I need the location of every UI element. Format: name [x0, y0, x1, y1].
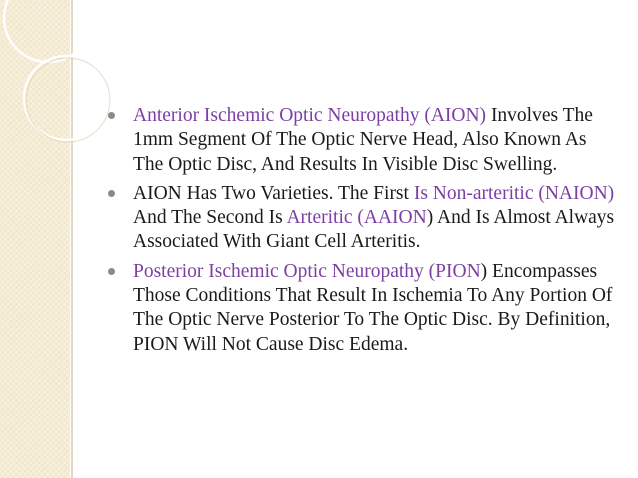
highlighted-term: Posterior Ischemic Optic Neuropathy (PION [133, 260, 481, 282]
highlighted-term: Is Non-arteritic (NAION) [413, 182, 615, 204]
highlighted-term: Anterior Ischemic Optic Neuropathy (AION) [133, 105, 487, 126]
bullet-text: AION Has Two Varieties. The First [133, 182, 414, 204]
highlighted-term: Arteritic (AAION [286, 207, 427, 229]
bullet-dot-icon [108, 268, 115, 275]
bullet-item [108, 260, 618, 357]
bullet-text: Involves The 1mm Segment Of The Optic Nerve Head, Also Known As The Optic Disc, And Results In Visible Disc Swelling. [133, 105, 593, 175]
bullet-text: ) Encompasses Those Conditions That Result In Ischemia To Any Portion Of The Optic Nerve Posterior To The Optic Disc. By Definition, PION Will Not Cause Disc Edema. [133, 260, 613, 355]
decorative-ring-lower [26, 58, 110, 142]
bullet-dot-icon [108, 190, 115, 197]
bullet-item [108, 104, 618, 177]
bullet-text: ) And Is Almost Always Associated With Giant Cell Arteritis. [133, 207, 615, 253]
decorative-ring-upper [4, 0, 92, 62]
bullet-item [108, 182, 618, 255]
bullet-list [108, 104, 618, 362]
bullet-text: And The Second Is [133, 207, 287, 229]
bullet-dot-icon [108, 112, 115, 119]
